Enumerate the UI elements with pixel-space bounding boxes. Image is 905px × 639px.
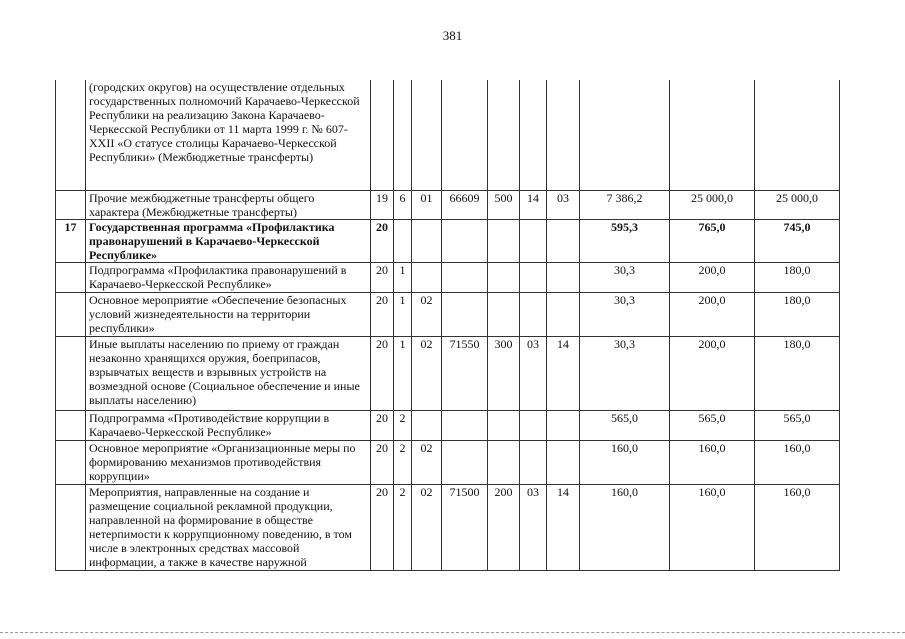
amount-year3: 25 000,0 [755, 190, 840, 219]
code-subprogram: 1 [394, 262, 412, 292]
amount-year2: 25 000,0 [670, 190, 755, 219]
row-number [56, 484, 86, 570]
code-subprogram: 1 [394, 336, 412, 410]
code-activity [412, 262, 442, 292]
code-expense-type: 200 [488, 484, 520, 570]
code-subchapter [547, 262, 580, 292]
bottom-scan-edge [0, 632, 905, 633]
table-body [56, 80, 840, 570]
amount-year1: 595,3 [580, 219, 670, 262]
code-direction [442, 292, 488, 336]
code-activity: 02 [412, 292, 442, 336]
table-row [56, 190, 840, 219]
amount-year2 [670, 80, 755, 190]
code-chapter [520, 410, 547, 440]
code-direction [442, 262, 488, 292]
code-subprogram: 2 [394, 484, 412, 570]
amount-year3: 160,0 [755, 484, 840, 570]
row-number [56, 262, 86, 292]
table-row [56, 292, 840, 336]
code-expense-type: 500 [488, 190, 520, 219]
amount-year2: 200,0 [670, 336, 755, 410]
amount-year2: 565,0 [670, 410, 755, 440]
code-activity: 02 [412, 440, 442, 484]
amount-year3: 180,0 [755, 262, 840, 292]
code-section: 20 [371, 262, 394, 292]
code-expense-type [488, 440, 520, 484]
code-subchapter: 14 [547, 336, 580, 410]
code-chapter: 03 [520, 336, 547, 410]
page-number: 381 [442, 28, 463, 43]
item-name: Основное мероприятие «Организационные меры по формированию механизмов противодействия коррупции» [86, 440, 371, 484]
code-expense-type [488, 410, 520, 440]
code-subprogram: 6 [394, 190, 412, 219]
amount-year3: 745,0 [755, 219, 840, 262]
amount-year2: 765,0 [670, 219, 755, 262]
code-section: 20 [371, 336, 394, 410]
code-direction [442, 80, 488, 190]
item-name: Подпрограмма «Профилактика правонарушений в Карачаево-Черкесской Республике» [86, 262, 371, 292]
amount-year1 [580, 80, 670, 190]
row-number [56, 190, 86, 219]
table-row [56, 336, 840, 410]
budget-table [55, 80, 840, 571]
code-subchapter [547, 440, 580, 484]
amount-year1: 30,3 [580, 262, 670, 292]
code-subprogram [394, 219, 412, 262]
code-expense-type [488, 219, 520, 262]
row-number [56, 80, 86, 190]
amount-year1: 7 386,2 [580, 190, 670, 219]
item-name: Основное мероприятие «Обеспечение безопасных условий жизнедеятельности на территории республики» [86, 292, 371, 336]
code-subprogram: 2 [394, 410, 412, 440]
item-name: (городских округов) на осуществление отдельных государственных полномочий Карачаево-Черкесской Республики на реализацию Закона Карачаево-Черкесской Республики от 11 марта 1999 г. № 607-XXII «О статусе столицы Карачаево-Черкесской Республики» (Межбюджетные трансферты) [86, 80, 371, 190]
code-direction [442, 440, 488, 484]
code-activity: 01 [412, 190, 442, 219]
table-row [56, 440, 840, 484]
code-direction: 66609 [442, 190, 488, 219]
amount-year2: 160,0 [670, 484, 755, 570]
code-subchapter [547, 292, 580, 336]
code-subchapter [547, 80, 580, 190]
code-activity: 02 [412, 484, 442, 570]
amount-year1: 30,3 [580, 292, 670, 336]
amount-year2: 200,0 [670, 292, 755, 336]
code-section: 19 [371, 190, 394, 219]
code-chapter: 03 [520, 484, 547, 570]
code-activity [412, 410, 442, 440]
code-subprogram: 1 [394, 292, 412, 336]
code-direction [442, 410, 488, 440]
table-row [56, 262, 840, 292]
code-chapter [520, 219, 547, 262]
table-row [56, 80, 840, 190]
item-name: Государственная программа «Профилактика правонарушений в Карачаево-Черкесской Республике» [86, 219, 371, 262]
code-direction: 71500 [442, 484, 488, 570]
amount-year1: 30,3 [580, 336, 670, 410]
code-chapter: 14 [520, 190, 547, 219]
code-chapter [520, 262, 547, 292]
table-row [56, 484, 840, 570]
table-row [56, 219, 840, 262]
row-number: 17 [56, 219, 86, 262]
code-expense-type [488, 292, 520, 336]
code-expense-type [488, 262, 520, 292]
amount-year3: 565,0 [755, 410, 840, 440]
code-chapter [520, 292, 547, 336]
code-section: 20 [371, 410, 394, 440]
amount-year3: 160,0 [755, 440, 840, 484]
amount-year3: 180,0 [755, 336, 840, 410]
code-subchapter: 03 [547, 190, 580, 219]
row-number [56, 440, 86, 484]
table-row [56, 410, 840, 440]
item-name: Подпрограмма «Противодействие коррупции в Карачаево-Черкесской Республике» [86, 410, 371, 440]
row-number [56, 292, 86, 336]
amount-year2: 200,0 [670, 262, 755, 292]
code-expense-type: 300 [488, 336, 520, 410]
amount-year2: 160,0 [670, 440, 755, 484]
code-activity [412, 80, 442, 190]
code-activity [412, 219, 442, 262]
amount-year1: 160,0 [580, 484, 670, 570]
code-activity: 02 [412, 336, 442, 410]
row-number [56, 336, 86, 410]
amount-year1: 160,0 [580, 440, 670, 484]
code-subchapter: 14 [547, 484, 580, 570]
amount-year3: 180,0 [755, 292, 840, 336]
code-subprogram: 2 [394, 440, 412, 484]
code-subprogram [394, 80, 412, 190]
item-name: Мероприятия, направленные на создание и размещение социальной рекламной продукции, направленной на формирование в обществе нетерпимости к коррупционному поведению, в том числе в электронных средствах массовой информации, а также в качестве наружной [86, 484, 371, 570]
code-direction: 71550 [442, 336, 488, 410]
code-section: 20 [371, 484, 394, 570]
amount-year3 [755, 80, 840, 190]
code-section [371, 80, 394, 190]
code-section: 20 [371, 292, 394, 336]
code-section: 20 [371, 440, 394, 484]
row-number [56, 410, 86, 440]
item-name: Иные выплаты населению по приему от граждан незаконно хранящихся оружия, боеприпасов, взрывчатых веществ и взрывных устройств на возмездной основе (Социальное обеспечение и иные выплаты населению) [86, 336, 371, 410]
code-section: 20 [371, 219, 394, 262]
code-direction [442, 219, 488, 262]
code-subchapter [547, 410, 580, 440]
code-chapter [520, 80, 547, 190]
item-name: Прочие межбюджетные трансферты общего характера (Межбюджетные трансферты) [86, 190, 371, 219]
code-subchapter [547, 219, 580, 262]
code-expense-type [488, 80, 520, 190]
amount-year1: 565,0 [580, 410, 670, 440]
code-chapter [520, 440, 547, 484]
